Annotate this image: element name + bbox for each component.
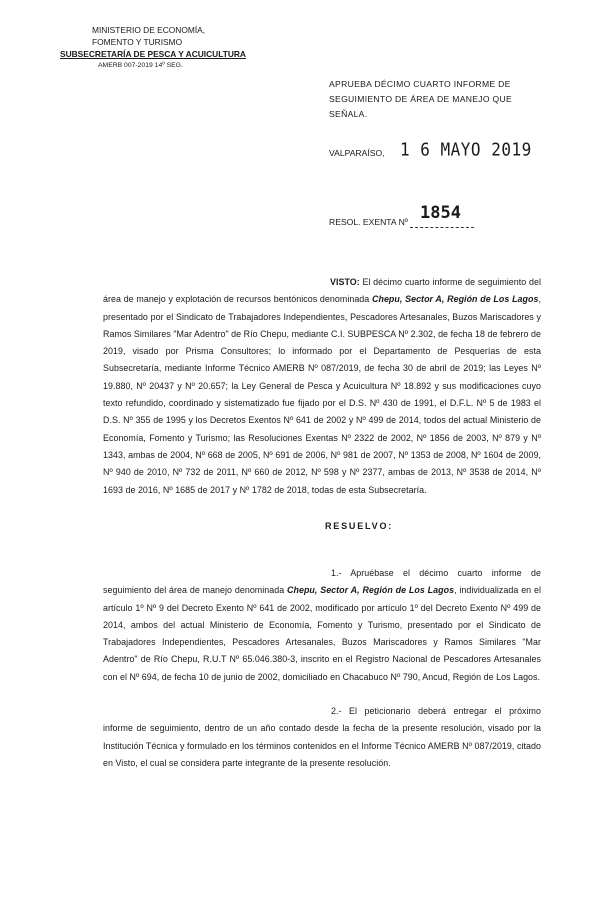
resuelvo-heading: RESUELVO:	[325, 521, 394, 531]
letterhead	[60, 24, 260, 72]
item2-text: 2.- El peticionario deberá entregar el próximo informe de seguimiento, dentro de un año contado desde la fecha de la presente resolución, visado por la Institución Técnica y formulado en los términos contenidos en el Informe Técnico AMERB Nº 087/2019, citado en Visto, el cual se considera parte integrante de la presente resolución.	[103, 706, 541, 768]
resolution-item-2	[103, 703, 541, 772]
date-stamp: 1 6 MAYO 2019	[400, 139, 532, 160]
ministry-line-2: FOMENTO Y TURISMO	[92, 37, 183, 47]
subject-line-1: APRUEBA DÉCIMO CUARTO INFORME DE	[329, 79, 511, 89]
subsecretaria-line: SUBSECRETARÍA DE PESCA Y ACUICULTURA	[60, 49, 246, 59]
resolution-number: 1854	[420, 203, 461, 223]
subject-line-2: SEGUIMIENTO DE ÁREA DE MANEJO QUE SEÑALA.	[329, 94, 513, 119]
visto-paragraph	[103, 274, 541, 499]
subject-block	[329, 77, 553, 122]
item1-text-1: 1.- Apruébase el décimo cuarto informe de seguimiento del área de manejo denominada	[103, 568, 541, 596]
visto-text-2: , presentado por el Sindicato de Trabajadores Independientes, Pescadores Artesanales, Buzos Mariscadores y Ramos Similares "Mar Adentro" de Río Chepu, mediante C.I. SUBPESCA Nº 2.302, de fecha 18 de febrero de 2019, visado por Prisma Consultores; lo informado por el Departamento de Pesquerías de esta Subsecretaría, mediante Informe Técnico AMERB Nº 087/2019, de fecha 30 de abril de 2019; las Leyes Nº 19.880, Nº 20437 y Nº 20.657; la Ley General de Pesca y Acuicultura Nº 18.892 y sus modificaciones cuyo texto refundido, coordinado y sistematizado fue fijado por el D.S. Nº 430 de 1991, el D.F.L. Nº 5 de 1983 el D.S. Nº 355 de 1995 y los Decretos Exentos Nº 641 de 2002 y Nº 499 de 2014, todos del actual Ministerio de Economía, Fomento y Turismo; las Resoluciones Exentas Nº 2322 de 2002, Nº 1856 de 2003, Nº 879 y Nº 1343, ambas de 2004, Nº 668 de 2005, Nº 691 de 2006, Nº 981 de 2007, Nº 1353 de 2008, Nº 1604 de 2009, Nº 940 de 2010, Nº 732 de 2011, Nº 660 de 2012, Nº 598 y Nº 2377, ambas de 2013, Nº 3538 de 2014, Nº 1693 de 2016, Nº 1685 de 2017 y Nº 1782 de 2018, todas de esta Subsecretaría.	[103, 294, 541, 495]
item1-text-2: , individualizada en el artículo 1º Nº 9 del Decreto Exento Nº 641 de 2002, modificado por artículo 1º del Decreto Exento Nº 499 de 2014, ambos del actual Ministerio de Economía, Fomento y Turismo, presentado por el Sindicato de Trabajadores Independientes, Pescadores Artesanales, Buzos Mariscadores y Ramos Similares "Mar Adentro" de Río Chepu, R.U.T Nº 65.046.380-3, inscrito en el Registro Nacional de Pescadores Artesanales con el Nº 694, de fecha 10 de junio de 2002, domiciliado en Chacabuco Nº 790, Ancud, Región de Los Lagos.	[103, 585, 541, 682]
item1-area-name: Chepu, Sector A, Región de Los Lagos	[287, 585, 455, 596]
visto-text-1: El décimo cuarto informe de seguimiento del área de manejo y explotación de recursos bentónicos denominada	[103, 277, 541, 305]
visto-label: VISTO:	[330, 277, 360, 287]
resolution-number-line	[410, 227, 474, 228]
reference-code: AMERB 007-2019 14º SEG.	[98, 62, 183, 69]
resolution-item-1	[103, 565, 541, 686]
ministry-line-1: MINISTERIO DE ECONOMÍA,	[92, 25, 206, 35]
place-label: VALPARAÍSO,	[329, 148, 385, 158]
visto-area-name: Chepu, Sector A, Región de Los Lagos	[372, 294, 539, 305]
resolution-label: RESOL. EXENTA Nº	[329, 217, 408, 227]
